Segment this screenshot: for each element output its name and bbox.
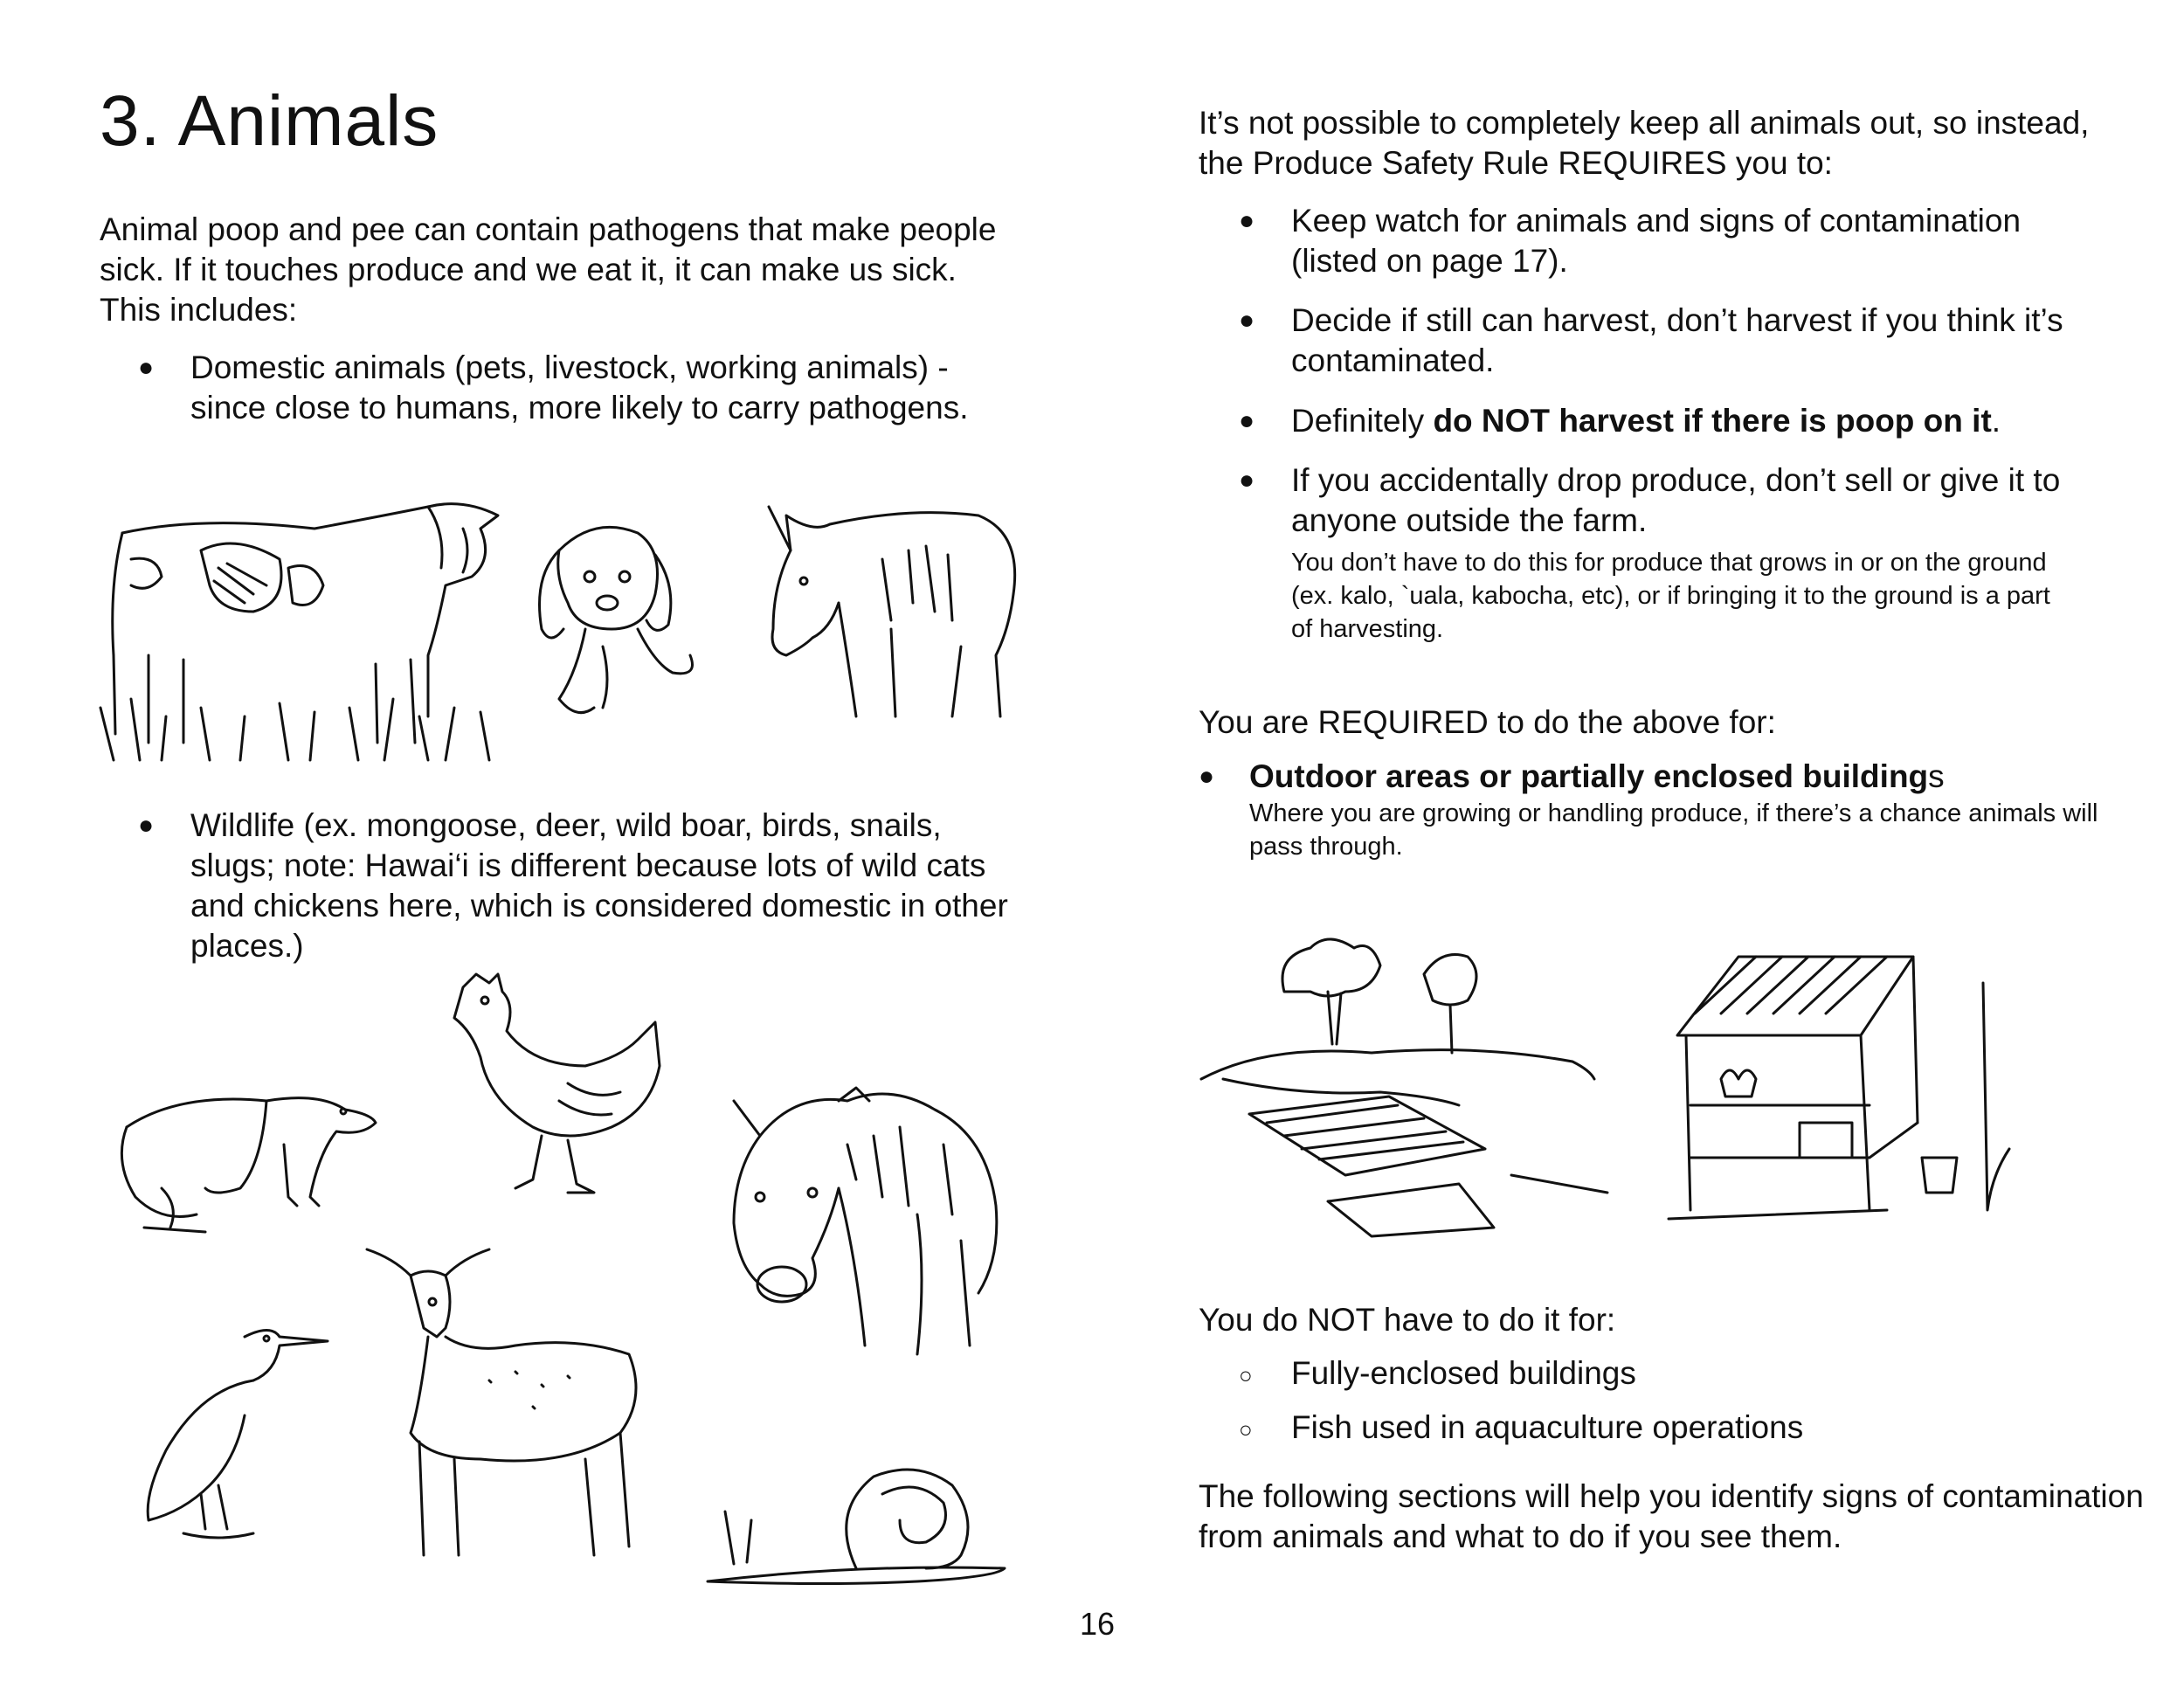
bullet-icon: ● [138, 811, 155, 840]
bullet-icon: ● [1239, 306, 1255, 335]
requirement-item-1 [1239, 201, 2104, 281]
shed-illustration [1660, 948, 2009, 1236]
requirement-note: You don’t have to do this for produce that grows in or on the ground (ex. kalo, `uala, kabocha, etc), or if bringing it to the ground is a part of harvesting. [1291, 549, 2050, 643]
bullet-icon: ● [1239, 406, 1255, 435]
snail-illustration [699, 1459, 1013, 1590]
circle-bullet-icon: ○ [1239, 1362, 1253, 1388]
puppy-illustration [524, 515, 708, 734]
wild-boar-illustration [716, 1083, 1013, 1372]
exempt-item-2 [1239, 1408, 2077, 1448]
outdoor-areas-note: Where you are growing or handling produce, if there’s a chance animals will pass through. [1249, 799, 2098, 861]
not-required-heading: You do NOT have to do it for: [1199, 1302, 1616, 1338]
list-item-text: Keep watch for animals and signs of contamination (listed on page 17). [1291, 203, 2022, 279]
mongoose-illustration [109, 1075, 389, 1241]
circle-bullet-icon: ○ [1239, 1416, 1253, 1442]
requirement-item-3 [1239, 401, 2112, 441]
list-item-text-suffix: . [1991, 403, 2001, 439]
page-number: 16 [1080, 1606, 1116, 1642]
deer-illustration [358, 1232, 655, 1555]
list-item-text: Fish used in aquaculture operations [1291, 1409, 1804, 1445]
chicken-illustration [437, 970, 681, 1223]
right-intro-paragraph: It’s not possible to completely keep all animals out, so instead, the Produce Safety Rule REQUIRES you to: [1199, 105, 2090, 181]
bullet-icon: ● [1239, 206, 1255, 235]
list-item-wildlife [138, 806, 1012, 966]
cow-illustration [96, 481, 515, 760]
requirement-item-4 [1239, 460, 2112, 646]
page-title: 3. Animals [100, 81, 439, 161]
bullet-icon: ● [138, 353, 155, 382]
list-item-text: Decide if still can harvest, don’t harvest if you think it’s contaminated. [1291, 302, 2063, 378]
list-item-text: If you accidentally drop produce, don’t sell or give it to anyone outside the farm. [1291, 462, 2061, 538]
list-item-text: Domestic animals (pets, livestock, working animals) - since close to humans, more likely to carry pathogens. [190, 349, 969, 425]
exempt-item-1 [1239, 1353, 2077, 1394]
list-item-text-bold: do NOT harvest if there is poop on it [1433, 403, 1992, 439]
field-illustration [1197, 922, 1616, 1236]
list-item-domestic [138, 348, 1003, 428]
list-item-text: Fully-enclosed buildings [1291, 1355, 1636, 1391]
bullet-icon: ● [1239, 466, 1255, 495]
list-item-text-prefix: Definitely [1291, 403, 1434, 439]
boar-illustration [751, 498, 1031, 725]
intro-paragraph: Animal poop and pee can contain pathogens that make people sick. If it touches produce and we eat it, it can make us sick. This includes: [100, 211, 997, 328]
requirement-item-2 [1239, 301, 2112, 381]
list-item-text-bold: Outdoor areas or partially enclosed building [1249, 758, 1929, 794]
outdoor-areas-item [1199, 757, 2123, 863]
list-item-text-suffix: s [1928, 758, 1945, 794]
bullet-icon: ● [1199, 762, 1215, 791]
closing-paragraph: The following sections will help you identify signs of contamination from animals and what to do if you see them. [1199, 1478, 2144, 1554]
required-for-heading: You are REQUIRED to do the above for: [1199, 704, 1776, 740]
list-item-text: Wildlife (ex. mongoose, deer, wild boar, birds, snails, slugs; note: Hawai‘i is different because lots of wild cats and chickens here, which is considered domestic in other places.) [190, 807, 1008, 964]
egret-illustration [131, 1319, 332, 1546]
